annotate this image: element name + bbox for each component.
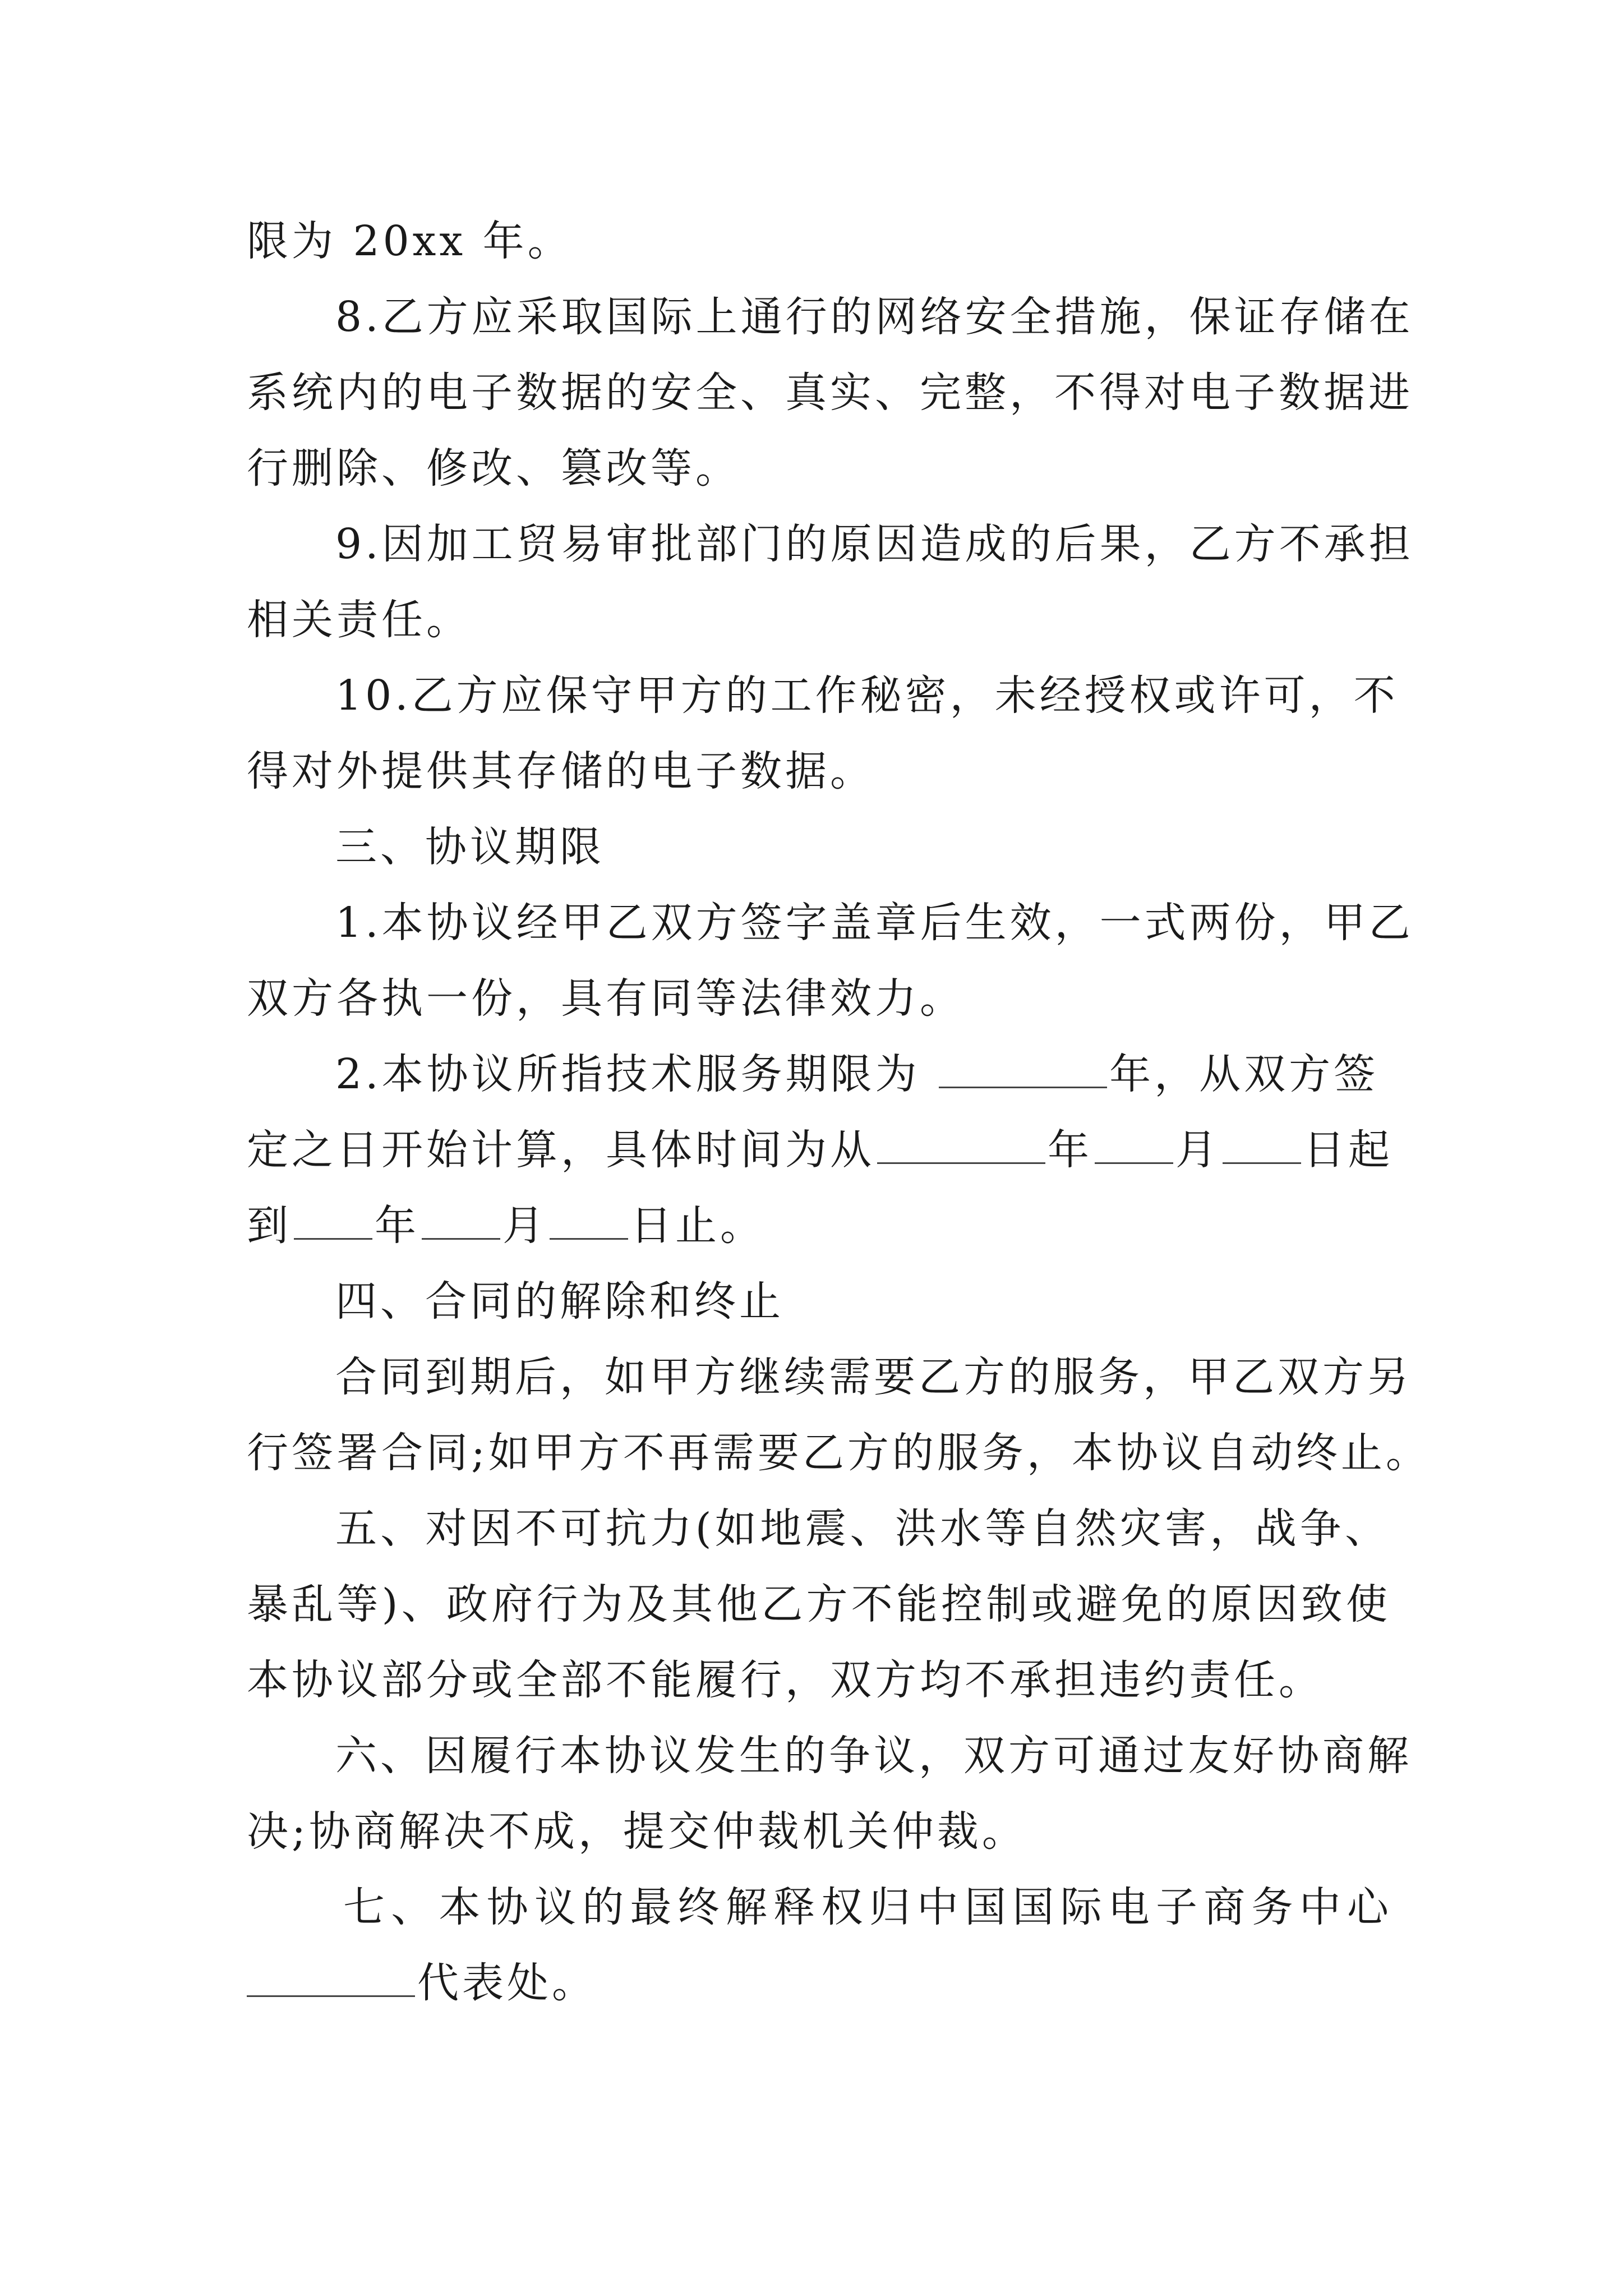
start-month-blank[interactable] xyxy=(1095,1128,1173,1164)
day-start-label: 日起 xyxy=(1303,1126,1393,1174)
paragraph-line: 8.乙方应采取国际上通行的网络安全措施，保证存储在 xyxy=(335,293,1414,341)
section-heading: 三、协议期限 xyxy=(335,823,605,871)
office-name-blank[interactable] xyxy=(247,1961,415,1997)
term-line-3 xyxy=(247,1198,1391,1254)
paragraph-line: 1.本协议经甲乙双方签字盖章后生效，一式两份，甲乙 xyxy=(335,899,1414,947)
paragraph-line: 暴乱等)、政府行为及其他乙方不能控制或避免的原因致使 xyxy=(247,1580,1391,1628)
term-line-2-prefix: 定之日开始计算，具体时间为从 xyxy=(247,1126,875,1174)
term-line-3-prefix: 到 xyxy=(247,1202,292,1250)
paragraph-line: 相关责任。 xyxy=(247,596,471,644)
last-line xyxy=(247,1955,1391,2011)
paragraph-line: 系统内的电子数据的安全、真实、完整，不得对电子数据进 xyxy=(247,369,1413,417)
paragraph-line: 行签署合同;如甲方不再需要乙方的服务，本协议自动终止。 xyxy=(247,1429,1431,1477)
month-label: 月 xyxy=(502,1202,547,1250)
day-end-label: 日止。 xyxy=(630,1202,765,1250)
term-line-1-prefix: 2.本协议所指技术服务期限为 xyxy=(335,1050,937,1098)
term-line-1-suffix: 年，从双方签 xyxy=(1109,1050,1379,1098)
month-label: 月 xyxy=(1175,1126,1220,1174)
end-year-blank[interactable] xyxy=(294,1203,372,1240)
start-year-blank[interactable] xyxy=(877,1128,1045,1164)
year-label: 年 xyxy=(1048,1126,1092,1174)
paragraph-line: 行删除、修改、篡改等。 xyxy=(247,444,740,493)
duration-blank[interactable] xyxy=(939,1052,1107,1088)
paragraph-line: 9.因加工贸易审批部门的原因造成的后果，乙方不承担 xyxy=(335,520,1414,568)
term-line-1 xyxy=(335,1046,1390,1102)
year-label: 年 xyxy=(375,1202,419,1250)
paragraph-line: 双方各执一份，具有同等法律效力。 xyxy=(247,974,965,1023)
paragraph-line: 本协议部分或全部不能履行，双方均不承担违约责任。 xyxy=(247,1656,1324,1704)
section-heading: 四、合同的解除和终止 xyxy=(335,1277,784,1326)
paragraph-line: 合同到期后，如甲方继续需要乙方的服务，甲乙双方另 xyxy=(335,1353,1412,1401)
term-line-2 xyxy=(247,1122,1391,1178)
paragraph-line: 限为 20xx 年。 xyxy=(247,217,573,265)
start-day-blank[interactable] xyxy=(1223,1128,1301,1164)
paragraph-line: 得对外提供其存储的电子数据。 xyxy=(247,747,875,795)
paragraph-line: 七、本协议的最终解释权归中国国际电子商务中心 xyxy=(343,1883,1392,1931)
paragraph-line: 决;协商解决不成，提交仲裁机关仲裁。 xyxy=(247,1807,1027,1856)
paragraph-line: 五、对因不可抗力(如地震、洪水等自然灾害，战争、 xyxy=(335,1504,1390,1553)
end-month-blank[interactable] xyxy=(422,1203,500,1240)
paragraph-line: 10.乙方应保守甲方的工作秘密，未经授权或许可，不 xyxy=(335,671,1399,720)
end-day-blank[interactable] xyxy=(550,1203,628,1240)
paragraph-line: 六、因履行本协议发生的争议，双方可通过友好协商解 xyxy=(335,1732,1412,1780)
last-line-suffix: 代表处。 xyxy=(417,1959,597,2007)
